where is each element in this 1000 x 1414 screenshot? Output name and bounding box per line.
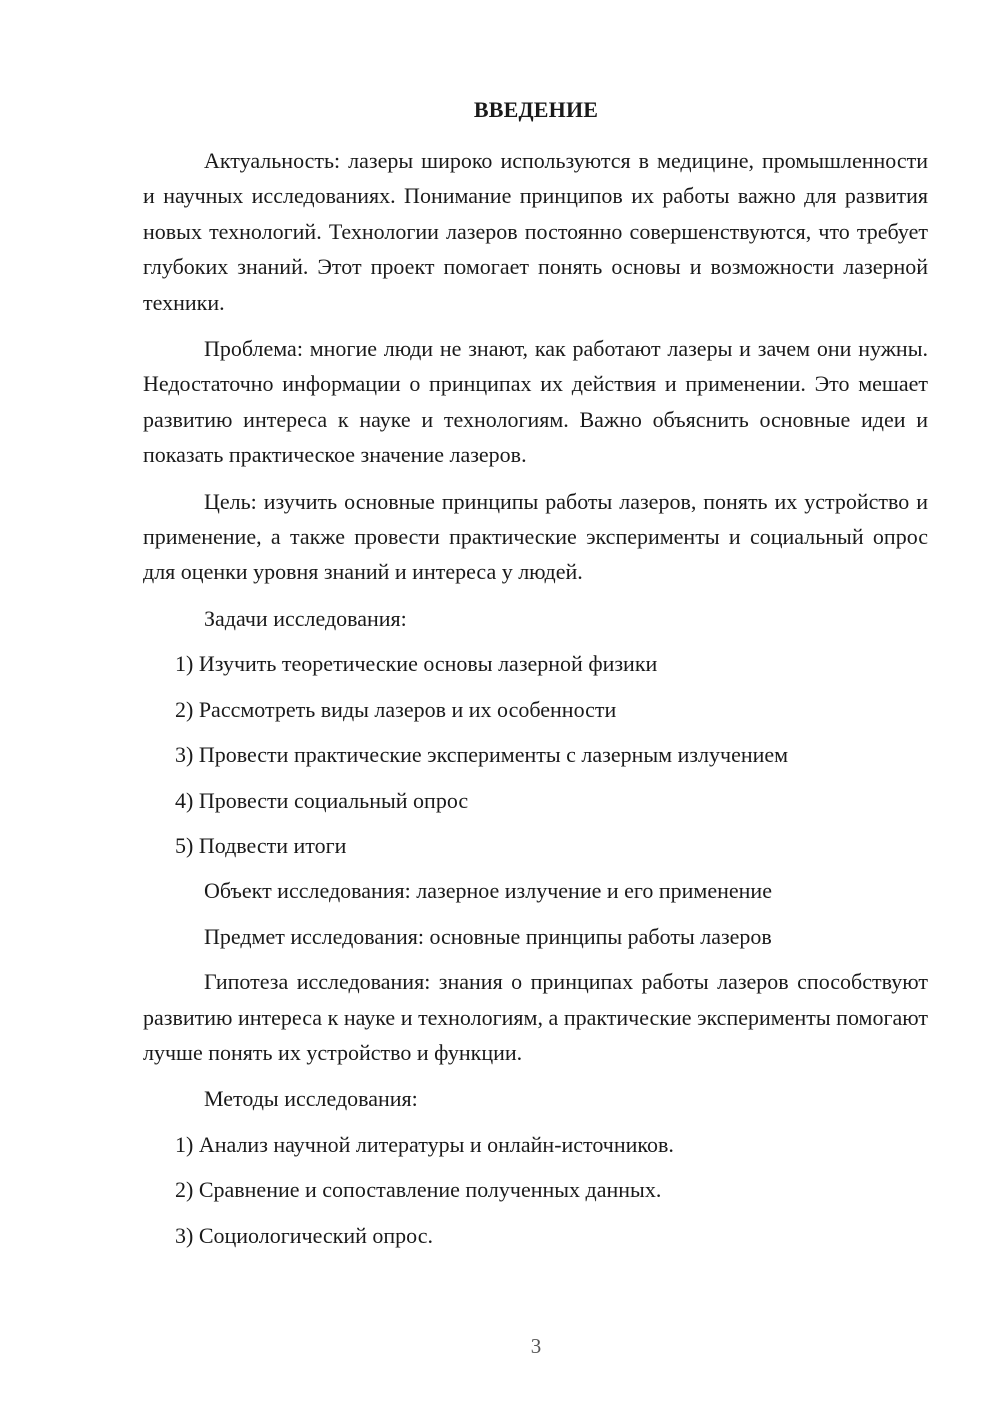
tasks-list (143, 646, 928, 863)
methods-heading: Методы исследования: (204, 1086, 418, 1112)
page-number: 3 (530, 1334, 542, 1358)
task-item: 4) Провести социальный опрос (175, 787, 469, 813)
tasks-heading: Задачи исследования: (204, 605, 407, 631)
subject-paragraph: Предмет исследования: основные принципы работы лазеров (204, 923, 772, 949)
object-paragraph: Объект исследования: лазерное излучение и его применение (204, 878, 772, 904)
method-item: 1) Анализ научной литературы и онлайн-источников. (175, 1131, 674, 1157)
task-item: 2) Рассмотреть виды лазеров и их особенности (175, 696, 617, 722)
task-item: 5) Подвести итоги (175, 832, 347, 858)
relevance-paragraph: Актуальность: лазеры широко используются в медицине, промышленности и научных исследованиях. Понимание принципов их работы важно для развития новых технологий. Технологии лазеров постоянно совершенствуются, что требует глубоких знаний. Этот проект помогает понять основы и возможности лазерной техники. (143, 148, 928, 315)
task-item: 3) Провести практические эксперименты с лазерным излучением (175, 742, 789, 768)
method-item: 2) Сравнение и сопоставление полученных данных. (175, 1177, 662, 1203)
document-body (143, 143, 928, 1263)
section-heading: ВВЕДЕНИЕ (473, 97, 599, 122)
goal-paragraph: Цель: изучить основные принципы работы лазеров, понять их устройство и применение, а также провести практические эксперименты и социальный опрос для оценки уровня знаний и интереса у людей. (143, 488, 928, 585)
hypothesis-paragraph: Гипотеза исследования: знания о принципах работы лазеров способствуют развитию интереса к науке и технологиям, а практические эксперименты помогают лучше понять их устройство и функции. (143, 969, 928, 1065)
method-item: 3) Социологический опрос. (175, 1222, 433, 1248)
problem-paragraph: Проблема: многие люди не знают, как работают лазеры и зачем они нужны. Недостаточно информации о принципах их действия и применении. Это мешает развитию интереса к науке и технологиям. Важно объяснить основные идеи и показать практическое значение лазеров. (143, 336, 928, 468)
methods-list (143, 1127, 928, 1253)
task-item: 1) Изучить теоретические основы лазерной физики (175, 651, 658, 677)
